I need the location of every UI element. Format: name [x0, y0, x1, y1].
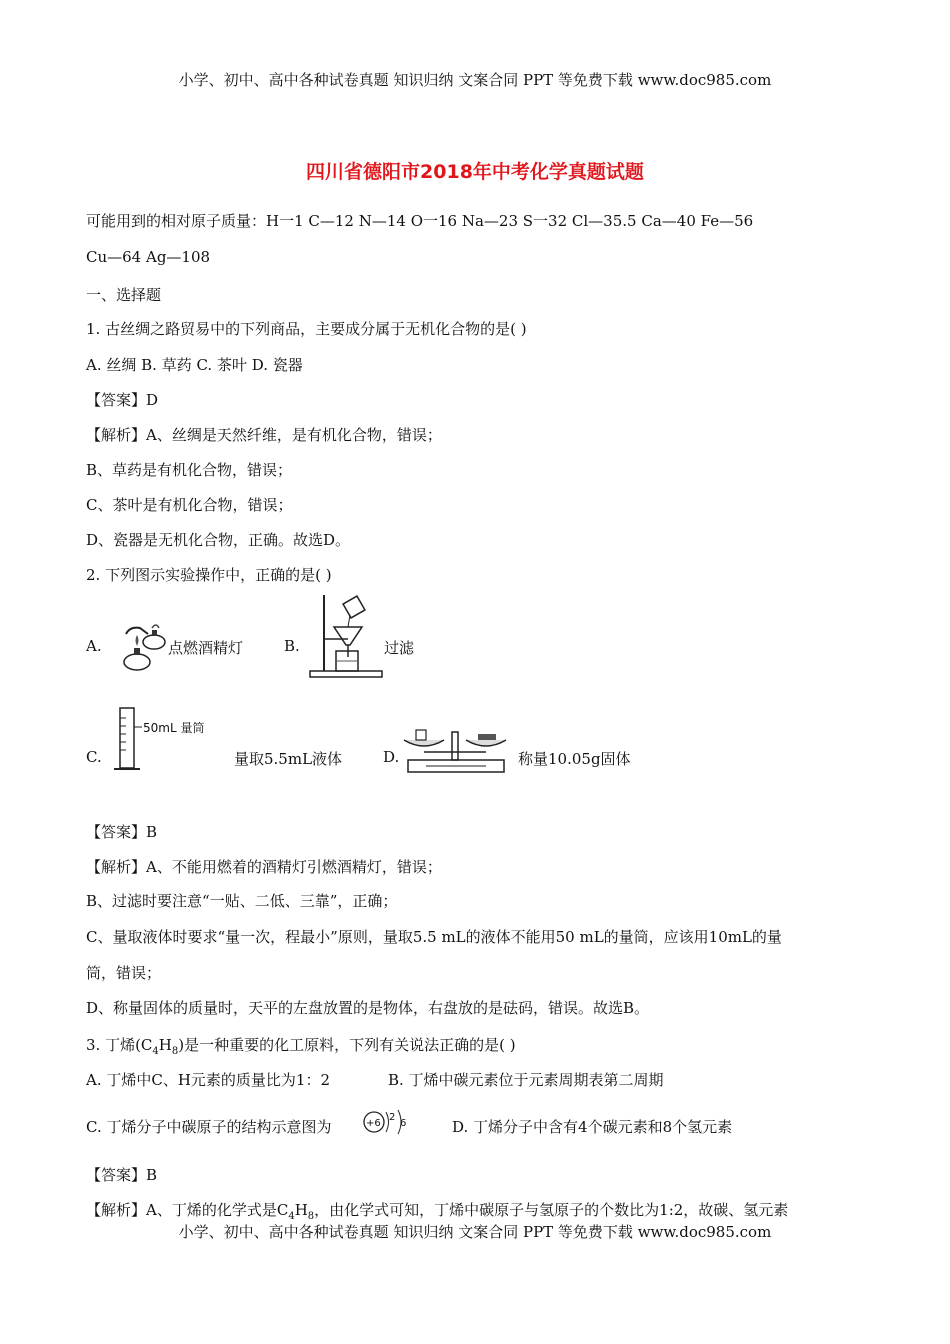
- q2-option-d-text: 称量10.05g固体: [518, 750, 631, 768]
- q2-option-d-letter: D.: [383, 748, 400, 766]
- page-title: 四川省德阳市2018年中考化学真题试题: [306, 161, 644, 183]
- q3-stem-part: )是一种重要的化工原料，下列有关说法正确的是( ): [178, 1036, 516, 1054]
- q3-stem-part: H: [158, 1036, 172, 1054]
- q3-analysis-part: H: [294, 1201, 308, 1219]
- q1-options: A. 丝绸 B. 草药 C. 茶叶 D. 瓷器: [86, 356, 303, 374]
- q2-option-b-text: 过滤: [384, 639, 415, 657]
- section-heading: 一、选择题: [86, 286, 162, 304]
- q2-analysis-line: D、称量固体的质量时，天平的左盘放置的是物体，右盘放的是砝码，错误。故选B。: [86, 999, 650, 1017]
- q3-option-b: B. 丁烯中碳元素位于元素周期表第二周期: [388, 1071, 664, 1089]
- page-footer: 小学、初中、高中各种试卷真题 知识归纳 文案合同 PPT 等免费下载 www.doc985.com: [178, 1223, 772, 1241]
- q1-answer: 【答案】D: [86, 391, 159, 409]
- atom-nucleus-charge: +6: [366, 1118, 381, 1129]
- graduated-cylinder-figure: [110, 706, 218, 772]
- page-header: 小学、初中、高中各种试卷真题 知识归纳 文案合同 PPT 等免费下载 www.doc985.com: [178, 71, 772, 89]
- q3-answer: 【答案】B: [86, 1166, 158, 1184]
- q2-answer: 【答案】B: [86, 823, 158, 841]
- q1-analysis-line: D、瓷器是无机化合物，正确。故选D。: [86, 531, 351, 549]
- q3-analysis-part: ，由化学式可知，丁烯中碳原子与氢原子的个数比为1:2，故碳、氢元素: [314, 1201, 789, 1219]
- q3-option-d: D. 丁烯分子中含有4个碳元素和8个氢元素: [452, 1118, 733, 1136]
- q2-analysis-line: 【解析】A、不能用燃着的酒精灯引燃酒精灯，错误；: [86, 858, 442, 876]
- q2-option-c-letter: C.: [86, 748, 102, 766]
- q2-analysis-line: C、量取液体时要求“量一次，程最小”原则，量取5.5 mL的液体不能用50 mL的量筒，应该用10mL的量: [86, 928, 782, 946]
- q3-stem: [86, 1034, 516, 1057]
- q2-option-c-text: 量取5.5mL液体: [234, 750, 343, 768]
- q2-stem: 2. 下列图示实验操作中，正确的是( ): [86, 566, 332, 584]
- filtration-figure: [306, 591, 384, 681]
- q3-stem-sub: 8: [171, 1046, 179, 1057]
- q2-option-b-letter: B.: [284, 637, 300, 655]
- q3-stem-part: 3. 丁烯(C: [86, 1036, 153, 1054]
- q1-analysis-line: 【解析】A、丝绸是天然纤维，是有机化合物，错误；: [86, 426, 442, 444]
- cylinder-label: 50mL 量筒: [143, 721, 205, 735]
- atom-shell-electrons: 2: [389, 1112, 396, 1123]
- q3-analysis-line: [86, 1199, 788, 1222]
- atom-shell-electrons: 6: [400, 1118, 407, 1129]
- q2-analysis-line: B、过滤时要注意“一贴、二低、三靠”，正确；: [86, 892, 398, 910]
- q3-option-c: C. 丁烯分子中碳原子的结构示意图为: [86, 1118, 332, 1136]
- q3-stem-sub: 4: [152, 1046, 159, 1057]
- q3-option-a: A. 丁烯中C、H元素的质量比为1：2: [86, 1071, 331, 1089]
- atomic-masses-line1: 可能用到的相对原子质量：H一1 C—12 N—14 O一16 Na—23 S一32 Cl—35.5 Ca—40 Fe—56: [86, 212, 754, 230]
- q1-analysis-line: C、茶叶是有机化合物，错误；: [86, 496, 293, 514]
- atomic-masses-line2: Cu—64 Ag—108: [86, 248, 211, 266]
- carbon-atom-diagram: [362, 1106, 412, 1140]
- q3-analysis-sub: 8: [307, 1211, 315, 1222]
- q1-stem: 1. 古丝绸之路贸易中的下列商品，主要成分属于无机化合物的是( ): [86, 320, 527, 338]
- q1-analysis-line: B、草药是有机化合物，错误；: [86, 461, 293, 479]
- q2-option-a-letter: A.: [86, 637, 102, 655]
- balance-figure: [396, 722, 516, 778]
- q2-option-a-text: 点燃酒精灯: [168, 639, 244, 657]
- alcohol-lamp-figure: [116, 622, 172, 672]
- q2-analysis-line: 筒，错误；: [86, 964, 162, 982]
- q3-analysis-part: 【解析】A、丁烯的化学式是C: [86, 1201, 289, 1219]
- q3-analysis-sub: 4: [288, 1211, 295, 1222]
